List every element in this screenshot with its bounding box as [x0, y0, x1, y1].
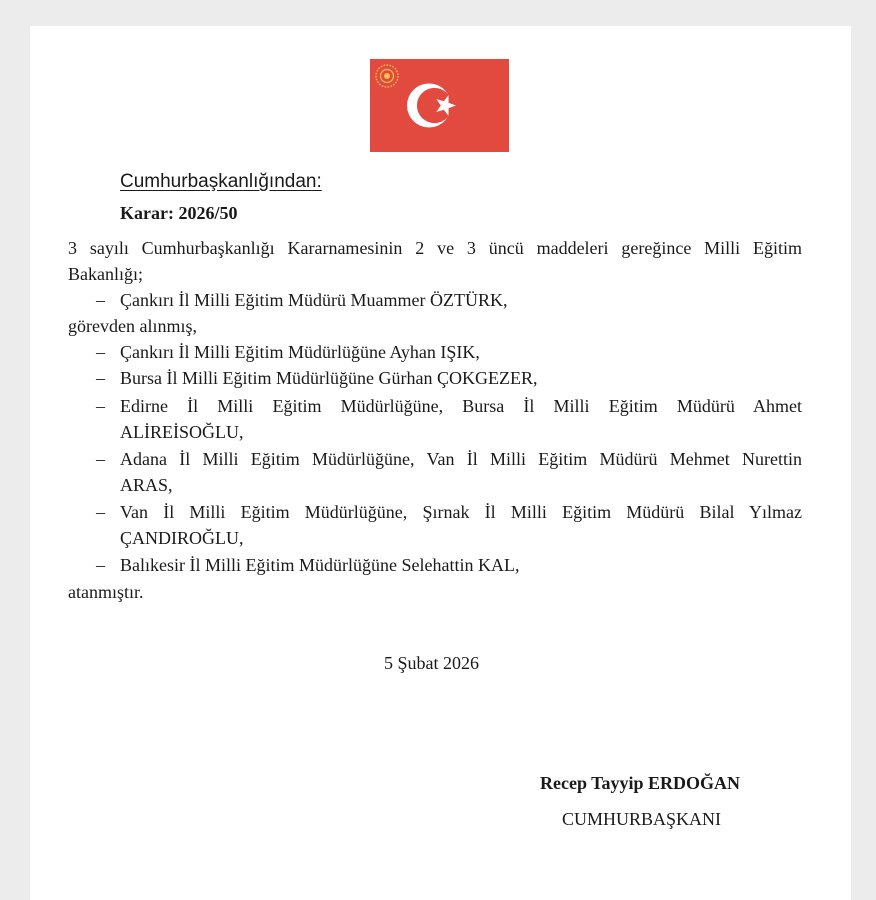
list-dash: – [96, 396, 105, 416]
document-heading: Cumhurbaşkanlığından: [120, 171, 322, 192]
appointed-item-text: Balıkesir İl Milli Eğitim Müdürlüğüne Selehattin KAL, [120, 555, 520, 575]
list-dash: – [96, 555, 105, 575]
document-page [30, 26, 851, 900]
intro-paragraph [68, 235, 802, 287]
appointed-item [96, 393, 802, 445]
appointed-item [96, 552, 802, 578]
list-dash: – [96, 342, 105, 362]
appointed-item-text-continued: ÇANDIROĞLU, [120, 528, 244, 548]
intro-line-2: Bakanlığı; [68, 264, 143, 284]
appointed-item-text: Çankırı İl Milli Eğitim Müdürlüğüne Ayhan IŞIK, [120, 342, 480, 362]
signatory-title: CUMHURBAŞKANI [562, 809, 722, 829]
appointed-item-text: Bursa İl Milli Eğitim Müdürlüğüne Gürhan ÇOKGEZER, [120, 368, 538, 388]
turkish-flag-icon [370, 59, 509, 152]
appointed-item [96, 499, 802, 551]
appointed-item [96, 339, 802, 365]
list-dash: – [96, 290, 105, 310]
appointed-item-text: Adana İl Milli Eğitim Müdürlüğüne, Van İl Milli Eğitim Müdürü Mehmet Nurettin [120, 449, 802, 469]
appointed-item [96, 446, 802, 498]
appointed-suffix: atanmıştır. [68, 582, 144, 602]
decision-number: Karar: 2026/50 [120, 203, 238, 223]
appointed-item-text-continued: ARAS, [120, 475, 173, 495]
document-date: 5 Şubat 2026 [384, 653, 480, 673]
appointed-item-text-continued: ALİREİSOĞLU, [120, 422, 244, 442]
dismissed-suffix: görevden alınmış, [68, 316, 197, 336]
signatory-name: Recep Tayyip ERDOĞAN [540, 773, 741, 793]
appointed-item [96, 365, 802, 391]
intro-line-1: 3 sayılı Cumhurbaşkanlığı Kararnamesinin 2 ve 3 üncü maddeleri gereğince Milli Eğitim [68, 238, 802, 258]
list-dash: – [96, 502, 105, 522]
dismissed-item [96, 287, 802, 313]
list-dash: – [96, 449, 105, 469]
dismissed-item-text: Çankırı İl Milli Eğitim Müdürü Muammer ÖZTÜRK, [120, 290, 508, 310]
list-dash: – [96, 368, 105, 388]
appointed-item-text: Edirne İl Milli Eğitim Müdürlüğüne, Bursa İl Milli Eğitim Müdürü Ahmet [120, 396, 802, 416]
appointed-item-text: Van İl Milli Eğitim Müdürlüğüne, Şırnak İl Milli Eğitim Müdürü Bilal Yılmaz [120, 502, 802, 522]
